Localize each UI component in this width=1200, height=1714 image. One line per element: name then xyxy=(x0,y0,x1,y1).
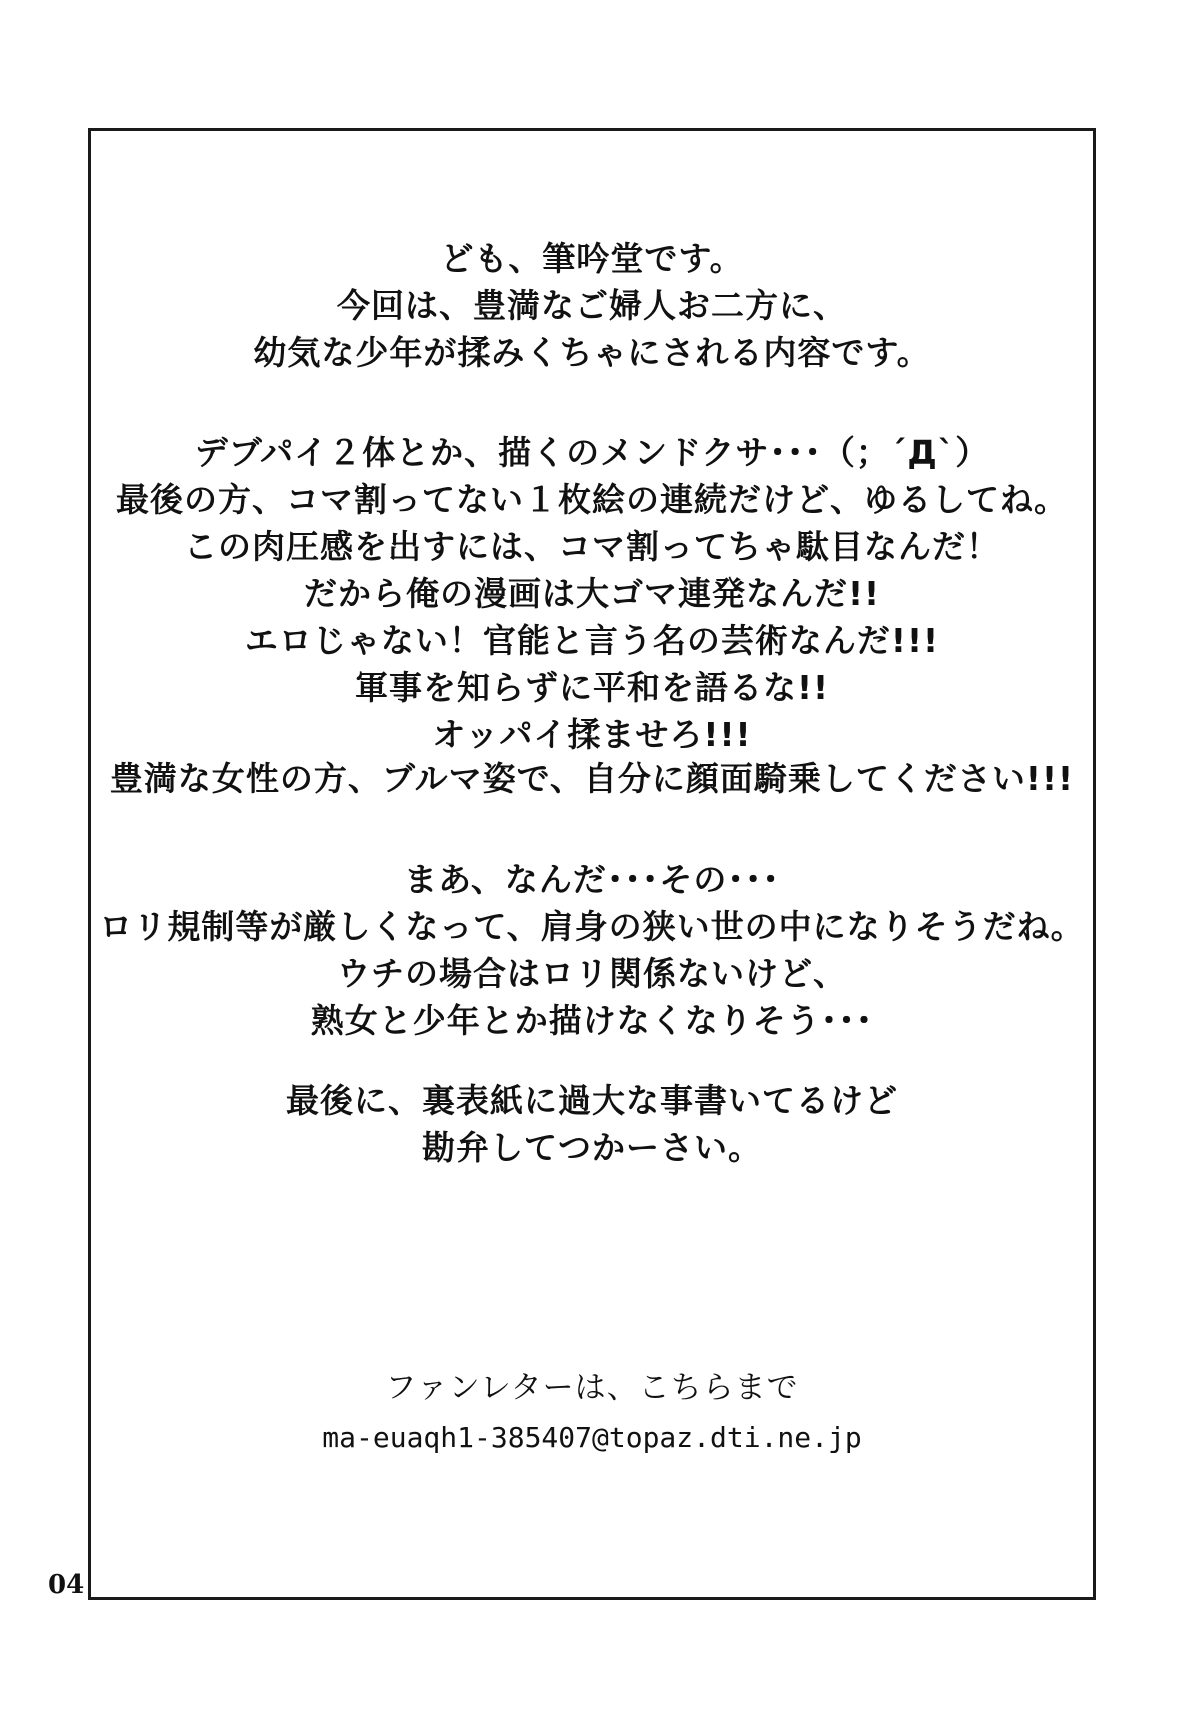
text-line: オッパイ揉ませろ!!! xyxy=(432,715,752,754)
text-line: ウチの場合はロリ関係ないけど、 xyxy=(337,954,847,993)
text-line: 今回は、豊満なご婦人お二方に、 xyxy=(337,286,847,325)
misc-paragraph xyxy=(90,856,1094,1044)
text-line: 豊満な女性の方、ブルマ姿で、自分に顔面騎乗してください!!! xyxy=(109,759,1075,798)
text-line: この肉圧感を出すには、コマ割ってちゃ駄目なんだ！ xyxy=(184,527,1000,566)
page-number: 04 xyxy=(48,1570,85,1600)
text-line: 勘弁してつかーさい。 xyxy=(422,1128,762,1167)
text-line: ども、筆吟堂です。 xyxy=(440,239,744,278)
main-paragraph xyxy=(90,429,1094,758)
text-line: デブパイ２体とか、描くのメンドクサ･･･（；´Д`） xyxy=(194,433,990,472)
closing-paragraph xyxy=(90,1077,1094,1171)
text-line: 軍事を知らずに平和を語るな!! xyxy=(354,668,830,707)
text-line: まあ、なんだ･･･その･･･ xyxy=(404,860,780,899)
text-line: ロリ規制等が厳しくなって、肩身の狭い世の中になりそうだね。 xyxy=(99,907,1085,946)
text-line: エロじゃない！官能と言う名の芸術なんだ!!! xyxy=(244,621,940,660)
contact-section xyxy=(90,1363,1094,1463)
text-line: 最後の方、コマ割ってない１枚絵の連続だけど、ゆるしてね。 xyxy=(116,480,1068,519)
intro-paragraph xyxy=(90,235,1094,376)
plea-paragraph xyxy=(90,755,1094,802)
text-line: 熟女と少年とか描けなくなりそう･･･ xyxy=(310,1001,874,1040)
text-line: だから俺の漫画は大ゴマ連発なんだ!! xyxy=(303,574,881,613)
text-line: 最後に、裏表紙に過大な事書いてるけど xyxy=(286,1081,898,1120)
contact-label: ファンレターは、こちらまで xyxy=(385,1370,799,1406)
contact-email[interactable]: ma-euaqh1-385407@topaz.dti.ne.jp xyxy=(322,1421,862,1454)
text-line: 幼気な少年が揉みくちゃにされる内容です。 xyxy=(253,333,931,372)
